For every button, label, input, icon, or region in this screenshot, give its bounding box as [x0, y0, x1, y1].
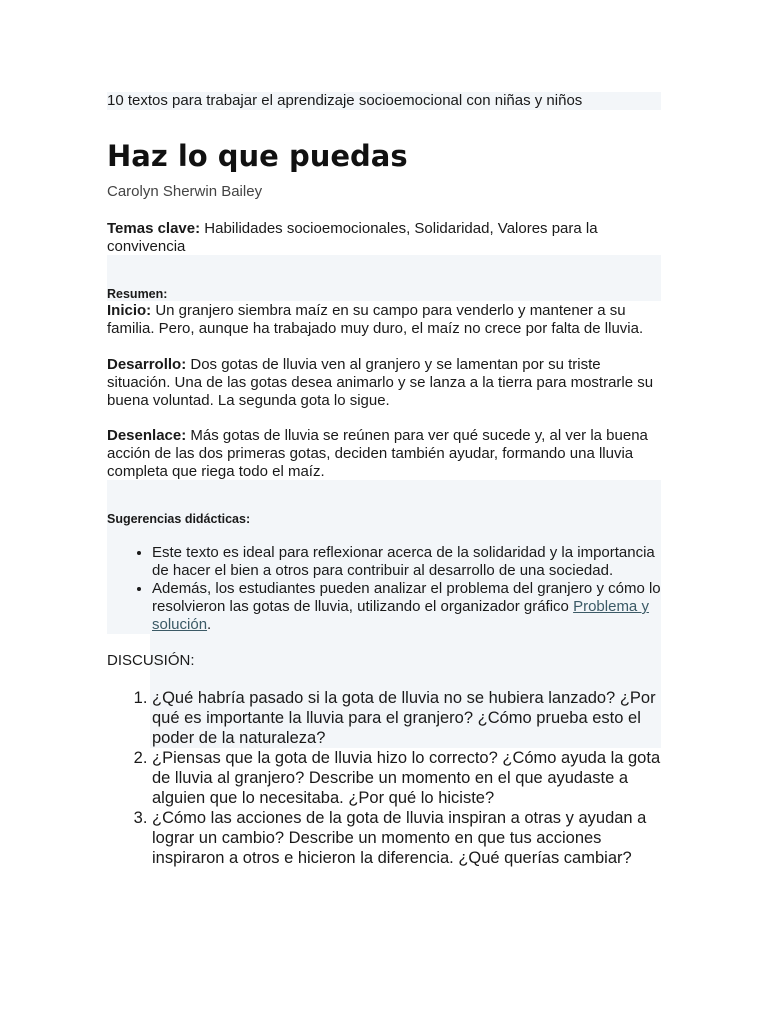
beginning-label: Inicio: — [107, 302, 152, 319]
suggestion-item-text: Además, los estudiantes pueden analizar el problema del granjero y cómo lo resolvieron las gotas de lluvia, utilizando el organizador gráfico — [152, 580, 661, 615]
summary-development — [107, 356, 667, 410]
suggestions-list — [107, 544, 667, 634]
summary-highlight — [107, 255, 661, 301]
suggestion-item: • Este texto es ideal para reflexionar acerca de la solidaridad y la importancia de hacer el bien a otros para contribuir al desarrollo de una sociedad. — [152, 544, 667, 580]
problem-solution-link[interactable]: Problema y solución — [152, 598, 649, 633]
series-title: 10 textos para trabajar el aprendizaje socioemocional con niñas y niños — [107, 92, 583, 109]
discussion-questions — [107, 688, 667, 868]
key-topics-text: Habilidades socioemocionales, Solidaridad, Valores para la convivencia — [107, 220, 598, 255]
story-author: Carolyn Sherwin Bailey — [107, 183, 263, 200]
development-text: Dos gotas de lluvia ven al granjero y se lamentan por su triste situación. Una de las gotas desea animarlo y se lanza a la tierra para mostrarle su buena voluntad. La segunda gota lo sigue. — [107, 356, 654, 409]
question-item: 2. ¿Piensas que la gota de lluvia hizo lo correcto? ¿Cómo ayuda la gota de lluvia al granjero? Describe un momento en el que ayudaste a alguien que lo necesitaba. ¿Por qué lo hiciste? — [152, 748, 667, 808]
summary-heading: Resumen: — [107, 287, 168, 301]
suggestions-heading: Sugerencias didácticas: — [107, 512, 251, 526]
summary-beginning — [107, 302, 667, 338]
question-item: 1. ¿Qué habría pasado si la gota de lluvia no se hubiera lanzado? ¿Por qué es importante la lluvia para el granjero? ¿Cómo prueba esto el poder de la naturaleza? — [152, 688, 667, 748]
suggestion-item — [152, 580, 667, 634]
ending-text: Más gotas de lluvia se reúnen para ver qué sucede y, al ver la buena acción de las dos primeras gotas, deciden también ayudar, formando una lluvia completa que riega todo el maíz. — [107, 427, 648, 480]
key-topics-label: Temas clave: — [107, 220, 201, 237]
ending-label: Desenlace: — [107, 427, 187, 444]
question-item: 3. ¿Cómo las acciones de la gota de lluvia inspiran a otras y ayudan a lograr un cambio? Describe un momento en que tus acciones inspiraron a otros e hicieron la diferencia. ¿Qué querías cambiar? — [152, 808, 667, 868]
key-topics — [107, 220, 667, 256]
beginning-text: Un granjero siembra maíz en su campo para venderlo y mantener a su familia. Pero, aunque ha trabajado muy duro, el maíz no crece por falta de lluvia. — [107, 302, 644, 337]
summary-ending — [107, 427, 667, 481]
story-title: Haz lo que puedas — [107, 139, 408, 173]
discussion-heading: DISCUSIÓN: — [107, 652, 195, 669]
suggestion-item-end: . — [207, 616, 212, 633]
development-label: Desarrollo: — [107, 356, 187, 373]
